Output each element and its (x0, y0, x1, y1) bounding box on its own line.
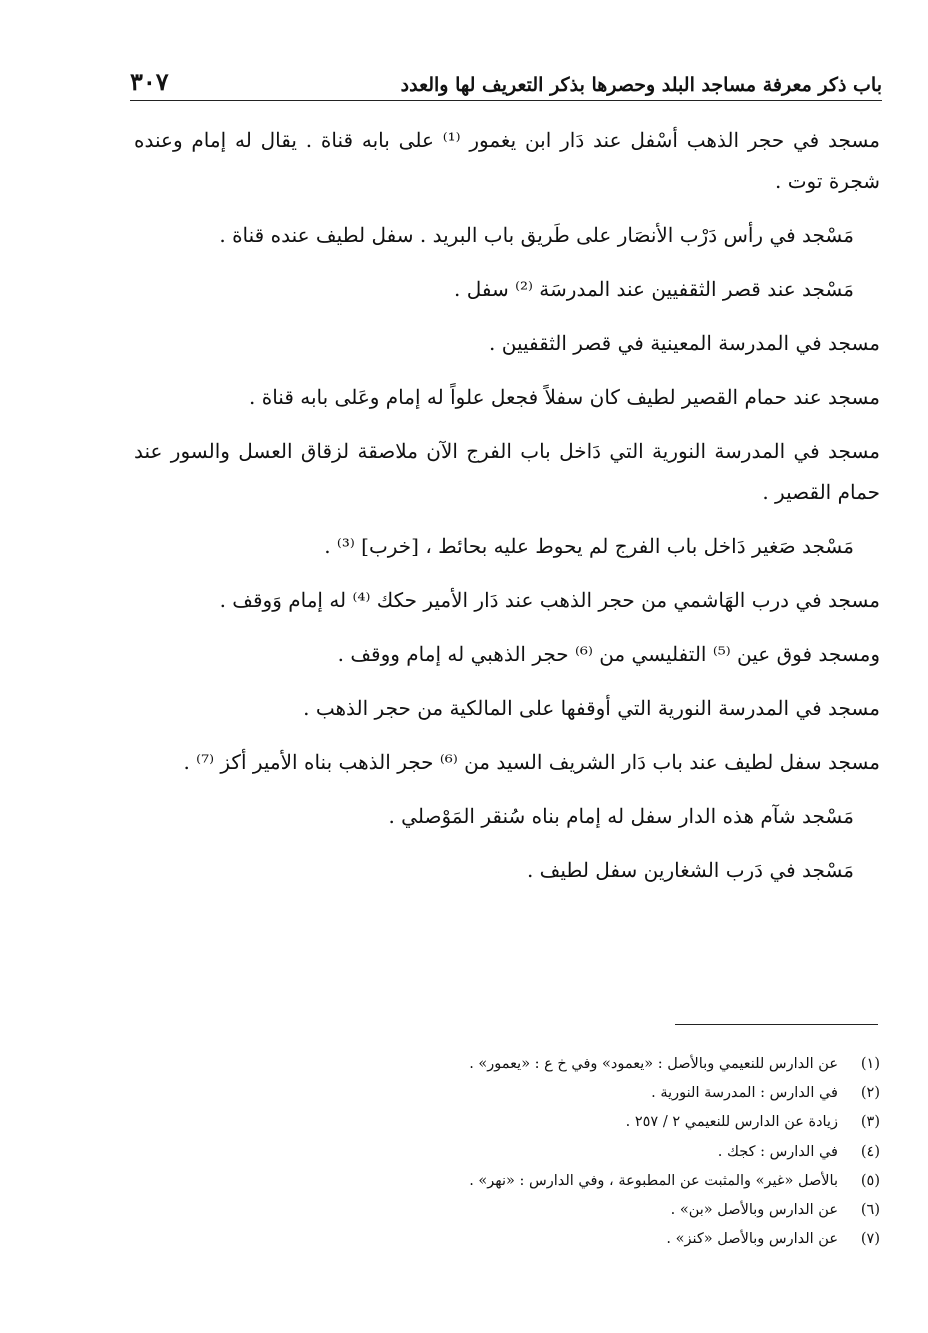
footnote-number: (٢) (860, 1085, 880, 1102)
footnote-text: بالأصل «غير» والمثبت عن المطبوعة ، وفي الدارس : «نهر» . (469, 1172, 838, 1189)
footnotes (200, 1050, 880, 1254)
paragraph: مَسْجد في دَرب الشغارين سفل لطيف . (526, 858, 854, 882)
paragraph: مسجد سفل لطيف عند باب دَار الشريف السيد من ⁽⁶⁾ حجر الذهب بناه الأمير أكز ⁽⁷⁾ . (183, 750, 880, 774)
paragraph: مسجد في المدرسة المعينية في قصر الثقفيين . (489, 331, 880, 355)
footnote (200, 1225, 880, 1254)
footnote-rule (675, 1024, 878, 1025)
footnote (200, 1196, 880, 1225)
paragraph: مسجد في حجر الذهب أسْفل عند دَار ابن يغمور ⁽¹⁾ على بابه قناة . يقال له إمام وعنده شجرة توت . (134, 128, 880, 193)
paragraph: ومسجد فوق عين ⁽⁵⁾ التفليسي من ⁽⁶⁾ حجر الذهبي له إمام ووقف . (337, 642, 880, 666)
footnote (200, 1167, 880, 1196)
footnote-text: زيادة عن الدارس للنعيمي ٢ / ٢٥٧ . (625, 1114, 838, 1131)
paragraph: مسجد عند حمام القصير لطيف كان سفلاً فجعل علواً له إمام وعَلى بابه قناة . (249, 385, 880, 409)
paragraph: مَسْجد في رأس دَرْب الأنصَار على طَريق باب البريد . سفل لطيف عنده قناة . (219, 223, 854, 247)
footnote (200, 1079, 880, 1108)
footnote-text: في الدارس : كجك . (717, 1143, 838, 1160)
footnote (200, 1108, 880, 1137)
page-header (130, 62, 882, 96)
footnote (200, 1138, 880, 1167)
footnote-number: (٧) (860, 1231, 880, 1248)
main-text (134, 120, 880, 904)
page-number: ٣٠٧ (130, 67, 169, 96)
footnote-number: (١) (860, 1056, 880, 1072)
footnote-text: عن الدارس للنعيمي وبالأصل : «يعمود» وفي خ ع : «يعمور» . (469, 1056, 838, 1072)
footnote-number: (٦) (860, 1202, 880, 1219)
footnote-number: (٣) (860, 1114, 880, 1131)
footnote-number: (٥) (860, 1172, 880, 1189)
paragraph: مَسْجد صَغير دَاخل باب الفرج لم يحوط عليه بحائط ، [خرب] ⁽³⁾ . (324, 534, 854, 558)
paragraph: مَسْجد شآم هذه الدار سفل له إمام بناه سُنقر المَوْصلي . (388, 804, 854, 828)
header-rule (130, 100, 882, 101)
paragraph: مسجد في المدرسة النورية التي أوقفها على المالكية من حجر الذهب . (303, 696, 880, 720)
footnote-number: (٤) (860, 1143, 880, 1160)
running-title: باب ذكر معرفة مساجد البلد وحصرها بذكر التعريف لها والعدد (400, 74, 882, 96)
footnote-text: عن الدارس وبالأصل «بن» . (670, 1202, 838, 1219)
footnote (200, 1050, 880, 1079)
paragraph: مَسْجد عند قصر الثقفيين عند المدرسَة ⁽²⁾ سفل . (453, 277, 854, 301)
paragraph: مسجد في المدرسة النورية التي دَاخل باب الفرج الآن ملاصقة لزقاق العسل والسور عند حمام القصير . (134, 439, 880, 504)
paragraph: مسجد في درب الهَاشمي من حجر الذهب عند دَار الأمير حكك ⁽⁴⁾ له إمام وَوقف . (219, 588, 880, 612)
footnote-text: عن الدارس وبالأصل «كنز» . (666, 1231, 838, 1248)
footnote-text: في الدارس : المدرسة النورية . (651, 1085, 838, 1102)
